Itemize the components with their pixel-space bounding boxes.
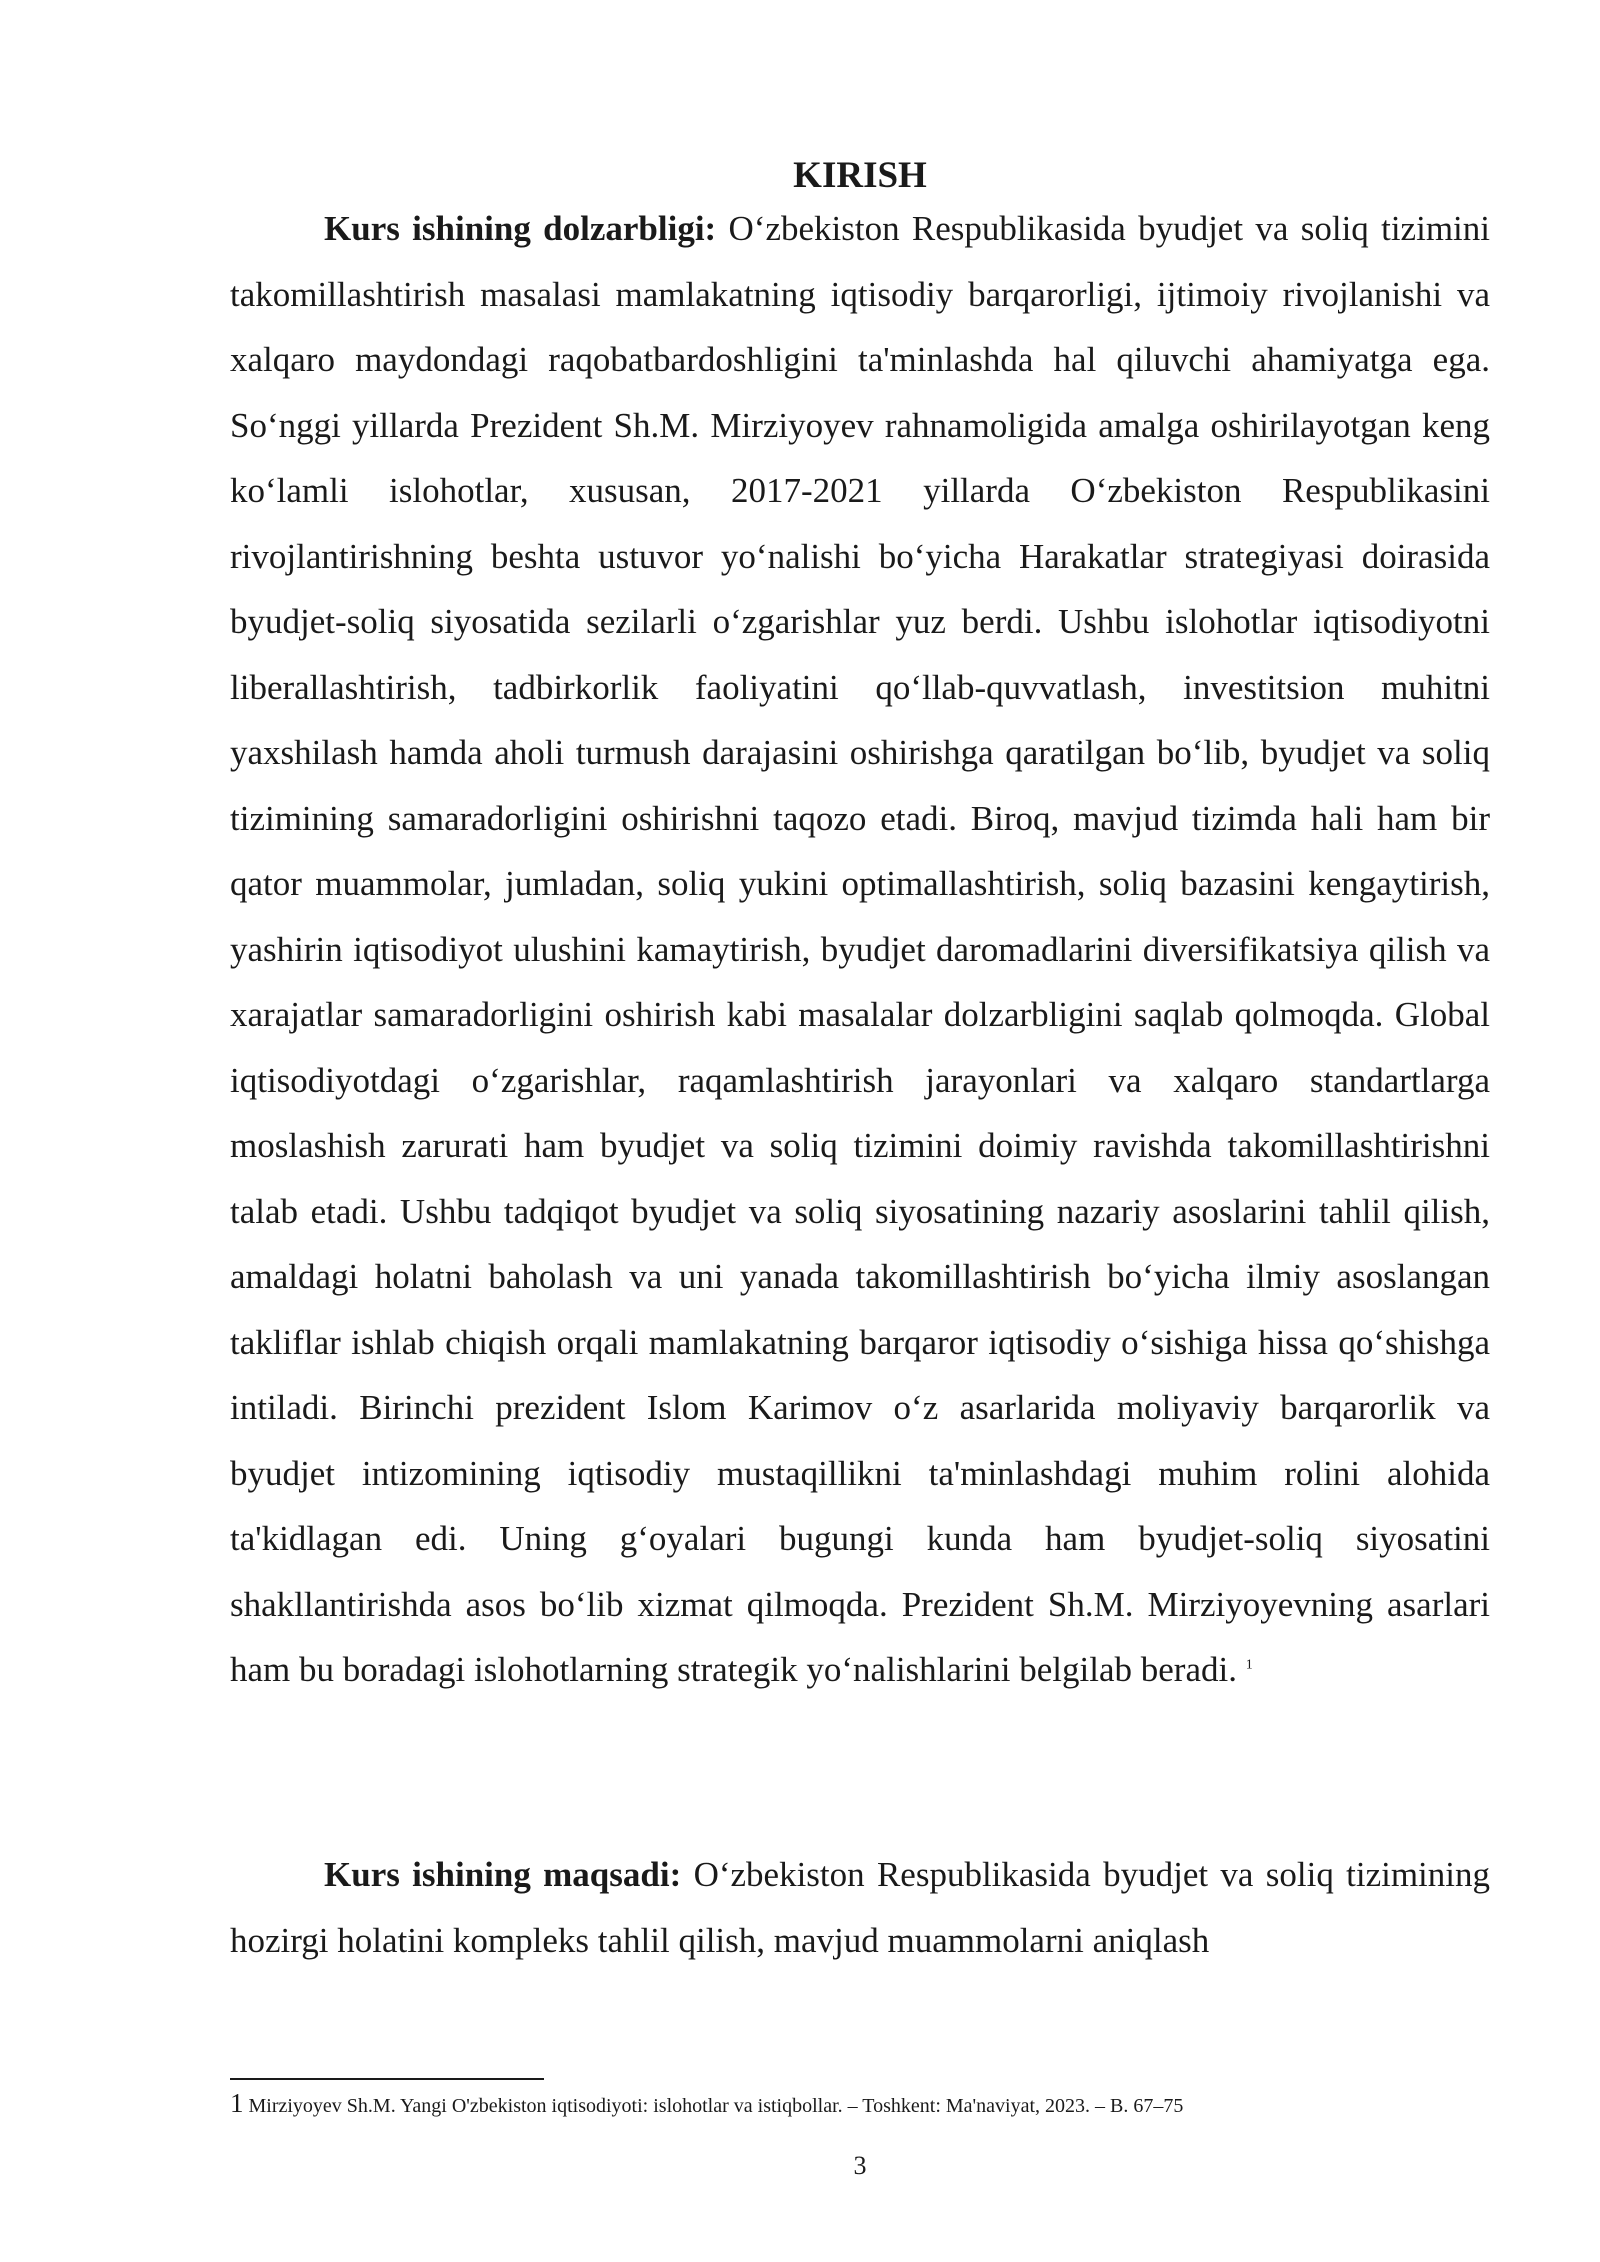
paragraph-goal xyxy=(230,1842,1490,1973)
paragraph-text-goal: O‘zbekiston Respublikasida byudjet va soliq tizimining hozirgi holatini kompleks tahlil qilish, mavjud muammolarni aniqlash xyxy=(230,1855,1491,1960)
footnote-number: 1 xyxy=(230,2088,244,2118)
footnote xyxy=(230,2088,1490,2121)
page-number: 3 xyxy=(853,2151,867,2180)
paragraph-lead-goal: Kurs ishining maqsadi: xyxy=(324,1855,682,1894)
footnote-separator xyxy=(230,2078,544,2080)
section-title: KIRISH xyxy=(793,155,927,196)
footnote-reference[interactable]: 1 xyxy=(1245,1657,1253,1673)
footnote-text: Mirziyoyev Sh.M. Yangi O'zbekiston iqtisodiyoti: islohotlar va istiqbollar. – Toshkent: Ma'naviyat, 2023. – B. 67–75 xyxy=(248,2095,1184,2117)
paragraph-relevance xyxy=(230,196,1490,1703)
paragraph-lead-relevance: Kurs ishining dolzarbligi: xyxy=(324,209,717,248)
paragraph-text-relevance: O‘zbekiston Respublikasida byudjet va soliq tizimini takomillashtirish masalasi mamlakatning iqtisodiy barqarorligi, ijtimoiy rivojlanishi va xalqaro maydondagi raqobatbardoshligini ta'minlashda hal qiluvchi ahamiyatga ega. So‘nggi yillarda Prezident Sh.M. Mirziyoyev rahnamoligida amalga oshirilayotgan keng ko‘lamli islohotlar, xususan, 2017-2021 yillarda O‘zbekiston Respublikasini rivojlantirishning beshta ustuvor yo‘nalishi bo‘yicha Harakatlar strategiyasi doirasida byudjet-soliq siyosatida sezilarli o‘zgarishlar yuz berdi. Ushbu islohotlar iqtisodiyotni liberallashtirish, tadbirkorlik faoliyatini qo‘llab-quvvatlash, investitsion muhitni yaxshilash hamda aholi turmush darajasini oshirishga qaratilgan bo‘lib, byudjet va soliq tizimining samaradorligini oshirishni taqozo etadi. Biroq, mavjud tizimda hali ham bir qator muammolar, jumladan, soliq yukini optimallashtirish, soliq bazasini kengaytirish, yashirin iqtisodiyot ulushini kamaytirish, byudjet daromadlarini diversifikatsiya qilish va xarajatlar samaradorligini oshirish kabi masalalar dolzarbligini saqlab qolmoqda. Global iqtisodiyotdagi o‘zgarishlar, raqamlashtirish jarayonlari va xalqaro standartlarga moslashish zarurati ham byudjet va soliq tizimini doimiy ravishda takomillashtirishni talab etadi. Ushbu tadqiqot byudjet va soliq siyosatining nazariy asoslarini tahlil qilish, amaldagi holatni baholash va uni yanada takomillashtirish bo‘yicha ilmiy asoslangan takliflar ishlab chiqish orqali mamlakatning barqaror iqtisodiy o‘sishiga hissa qo‘shishga intiladi. Birinchi prezident Islom Karimov o‘z asarlarida moliyaviy barqarorlik va byudjet intizomining iqtisodiy mustaqillikni ta'minlashdagi muhim rolini alohida ta'kidlagan edi. Uning g‘oyalari bugungi kunda ham byudjet-soliq siyosatini shakllantirishda asos bo‘lib xizmat qilmoqda. Prezident Sh.M. Mirziyoyevning asarlari ham bu boradagi islohotlarning strategik yo‘nalishlarini belgilab beradi. xyxy=(230,209,1490,1689)
